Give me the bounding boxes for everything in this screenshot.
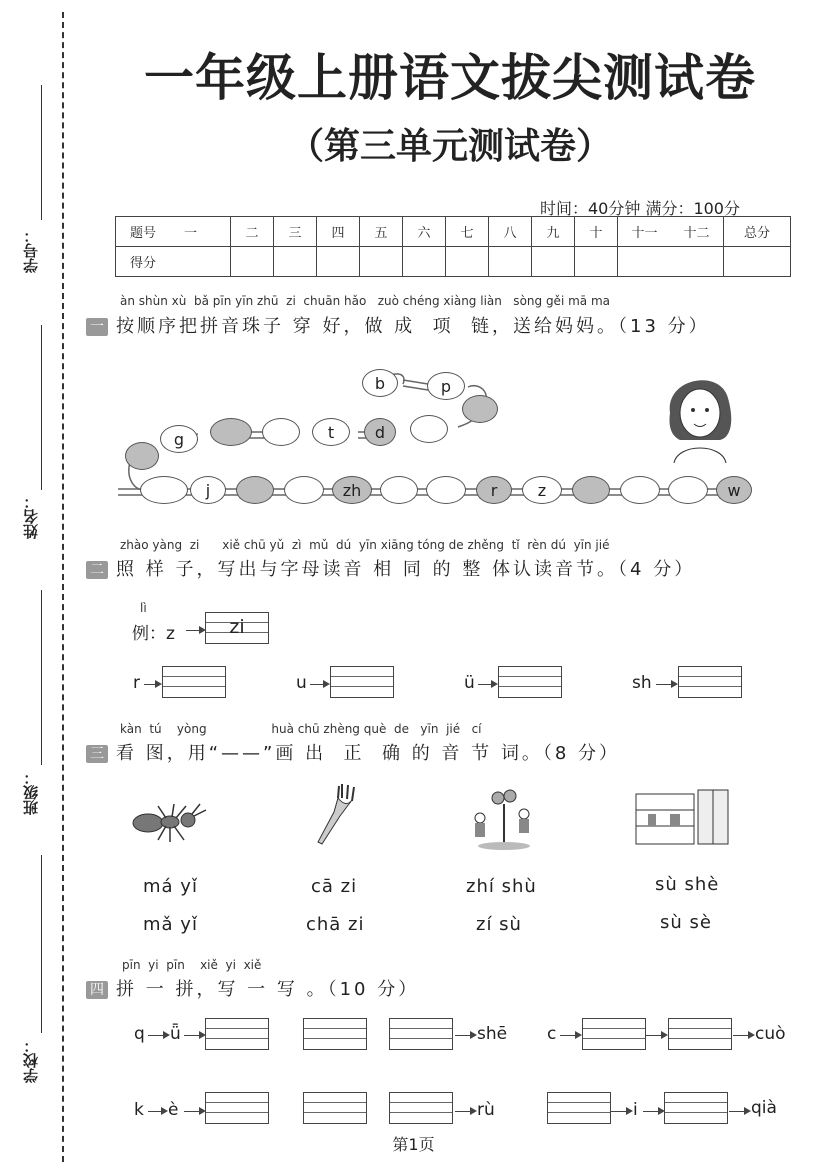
answer-box[interactable] [664,1092,728,1124]
answer-box[interactable] [330,666,394,698]
arrow [184,1111,204,1112]
name-label: 姓名： [22,494,40,539]
score-cell: 二 [231,217,274,247]
bead-empty[interactable] [410,415,448,443]
arrow [184,1035,204,1036]
bead-empty[interactable] [462,395,498,423]
score-cell: 十 [575,217,618,247]
letter-k: k [134,1100,144,1120]
section2-badge: 二 [86,561,108,579]
score-input-cell[interactable] [231,247,274,277]
section1-badge: 一 [86,318,108,336]
option-tree-b[interactable]: zí sù [476,914,522,935]
score-input-cell[interactable] [360,247,403,277]
ant-illustration [130,798,210,848]
score-cell: 题号 一 [116,217,231,247]
score-input-cell[interactable] [403,247,446,277]
student-number-line [41,85,42,220]
section1-title: 按顺序把拼音珠子 穿 好，做 成 项 链，送给妈妈。（13 分） [116,316,710,337]
score-input-cell[interactable] [618,247,724,277]
answer-box[interactable] [162,666,226,698]
score-input-cell[interactable] [724,247,791,277]
answer-box[interactable] [678,666,742,698]
letter-q: q [134,1024,145,1044]
section4-badge: 四 [86,981,108,999]
arrow [455,1035,475,1036]
connector-line [646,1035,666,1036]
option-fork-b[interactable]: chā zi [306,914,365,935]
answer-box[interactable] [389,1092,453,1124]
score-row-label: 得分 [116,247,231,277]
mother-illustration [660,368,740,463]
answer-box[interactable] [668,1018,732,1050]
score-cell: 七 [446,217,489,247]
bead-empty[interactable] [620,476,660,504]
score-table-header-row [116,217,791,247]
answer-box[interactable] [303,1018,367,1050]
item-label: ü [464,673,475,693]
connector-line [148,1111,166,1112]
answer-box[interactable] [389,1018,453,1050]
section1-heading [86,312,710,338]
section3-heading [86,739,620,765]
page-subtitle: （第三单元测试卷） [287,126,612,167]
answer-box[interactable] [582,1018,646,1050]
arrow [455,1111,475,1112]
bead-empty[interactable] [140,476,188,504]
example-label: 例：z [132,624,175,644]
bead-empty[interactable] [668,476,708,504]
score-input-cell[interactable] [575,247,618,277]
section3-badge: 三 [86,745,108,763]
score-cell: 六 [403,217,446,247]
bead-empty[interactable] [236,476,274,504]
score-table-score-row [116,247,791,277]
bead-w: w [716,476,752,504]
score-cell: 九 [532,217,575,247]
option-fork-a[interactable]: cā zi [311,876,358,897]
bead-p: p [427,372,465,400]
option-ant-a[interactable]: má yǐ [143,876,198,897]
score-cell: 八 [489,217,532,247]
bead-empty[interactable] [572,476,610,504]
bead-empty[interactable] [125,442,159,470]
letter-e: è [168,1100,179,1120]
binding-dashed-line [62,12,64,1162]
score-cell: 三 [274,217,317,247]
section4-title: 拼 一 拼，写 一 写 。（10 分） [116,979,420,1000]
bead-d: d [364,418,396,446]
score-cell: 总分 [724,217,791,247]
section3-title: 看 图，用“——”画 出 正 确 的 音 节 词。（8 分） [116,743,621,764]
connector-line [643,1111,663,1112]
answer-box[interactable] [303,1092,367,1124]
section2-heading [86,555,695,581]
answer-box[interactable] [205,1018,269,1050]
arrow [729,1111,749,1112]
score-input-cell[interactable] [274,247,317,277]
score-table [115,216,791,277]
arrow [733,1035,753,1036]
section4-heading [86,975,419,1001]
dormitory-illustration [632,786,732,848]
section2-pinyin: zhào yàng zi xiě chū yǔ zì mǔ dú yīn xiāng tóng de zhěng tǐ rèn dú yīn jié [120,538,610,552]
bead-j: j [190,476,226,504]
bead-t: t [312,418,350,446]
answer-box[interactable] [498,666,562,698]
student-number-label: 学号： [22,228,40,273]
arrow [656,684,676,685]
bead-empty[interactable] [210,418,252,446]
score-cell: 四 [317,217,360,247]
score-input-cell[interactable] [532,247,575,277]
bead-g: g [160,425,198,453]
score-input-cell[interactable] [489,247,532,277]
letter-u: ǖ [170,1024,181,1044]
fork-illustration [312,780,362,850]
item-label: r [133,673,140,693]
class-label: 班级： [22,770,40,815]
connector-line [611,1111,631,1112]
page-number: 第1页 [392,1135,435,1154]
arrow [310,684,328,685]
syllable-she: shē [477,1024,508,1044]
arrow [560,1035,580,1036]
answer-box[interactable] [205,1092,269,1124]
option-tree-a[interactable]: zhí shù [466,876,537,897]
exam-meta: 时间：40分钟 满分：100分 [540,199,740,218]
syllable-ru: rù [477,1100,495,1120]
option-dorm-a[interactable]: sù shè [655,874,720,895]
score-cell: 五 [360,217,403,247]
bead-empty[interactable] [284,476,324,504]
example-writing-box: zi [205,612,269,644]
syllable-cuo: cuò [755,1024,786,1044]
score-input-cell[interactable] [317,247,360,277]
answer-box[interactable] [547,1092,611,1124]
school-label: 学校： [22,1038,40,1083]
section2-title: 照 样 子，写出与字母读音 相 同 的 整 体认读音节。（4 分） [116,559,696,580]
score-cell: 十一 十二 [618,217,724,247]
example-pinyin: lì [140,601,147,615]
syllable-qia: qià [751,1098,777,1118]
bead-zh: zh [332,476,372,504]
bead-empty[interactable] [380,476,418,504]
page-title: 一年级上册语文拔尖测试卷 [144,49,756,107]
letter-c: c [547,1024,557,1044]
arrow [144,684,160,685]
arrow [186,630,204,631]
connector-line [148,1035,168,1036]
item-label: sh [632,673,652,693]
option-ant-b[interactable]: mǎ yǐ [143,914,198,935]
bead-b: b [362,369,398,397]
class-line [41,590,42,765]
section1-pinyin: àn shùn xù bǎ pīn yīn zhū zi chuān hǎo zuò chéng xiàng liàn sòng gěi mā ma [120,294,610,308]
score-input-cell[interactable] [446,247,489,277]
section4-pinyin: pīn yi pīn xiě yi xiě [122,958,262,972]
bead-empty[interactable] [262,418,300,446]
letter-i: i [633,1100,638,1120]
school-line [41,855,42,1033]
option-dorm-b[interactable]: sù sè [660,912,712,933]
bead-z: z [522,476,562,504]
item-label: u [296,673,307,693]
bead-empty[interactable] [426,476,466,504]
name-line [41,325,42,490]
bead-r: r [476,476,512,504]
section3-pinyin: kàn tú yòng huà chū zhèng què de yīn jié cí [120,722,482,736]
tree-planting-illustration [466,784,542,852]
arrow [478,684,496,685]
